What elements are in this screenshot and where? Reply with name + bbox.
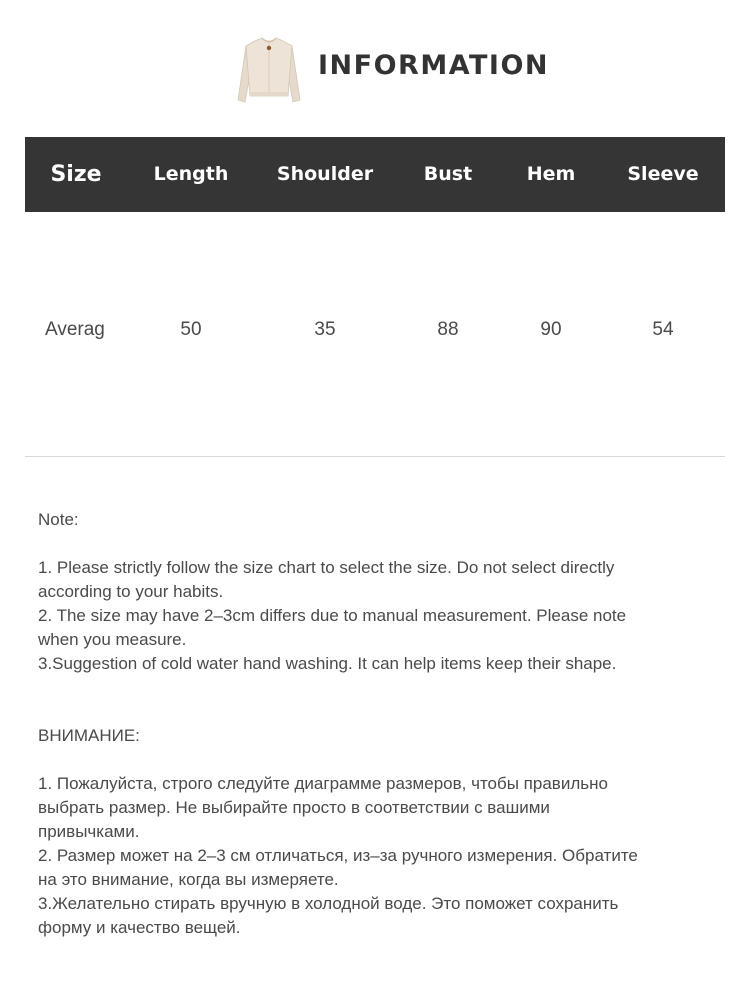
notes-ru-line: выбрать размер. Не выбирайте просто в соответствии с вашими <box>38 798 550 817</box>
column-header-sleeve: Sleeve <box>627 163 699 185</box>
column-header-bust: Bust <box>423 163 473 185</box>
table-row <box>25 310 725 350</box>
column-header-shoulder: Shoulder <box>276 163 374 185</box>
notes-ru-line: на это внимание, когда вы измеряете. <box>38 870 339 889</box>
notes-en-line: 3.Suggestion of cold water hand washing. It can help items keep their shape. <box>38 654 617 673</box>
notes-ru-line: 3.Желательно стирать вручную в холодной воде. Это поможет сохранить <box>38 894 619 913</box>
cell-sleeve: 54 <box>652 319 674 340</box>
cell-bust: 88 <box>437 319 459 340</box>
notes-en-line: 1. Please strictly follow the size chart to select the size. Do not select directly <box>38 558 615 577</box>
notes-ru-line: 1. Пожалуйста, строго следуйте диаграмме размеров, чтобы правильно <box>38 774 608 793</box>
size-table-header <box>25 137 725 212</box>
notes-ru-line: привычками. <box>38 822 140 841</box>
notes-en-heading: Note: <box>38 510 79 529</box>
column-header-length: Length <box>153 163 229 185</box>
page-title: INFORMATION <box>318 50 550 81</box>
cell-length: 50 <box>180 319 202 340</box>
notes-en-line: 2. The size may have 2–3cm differs due to manual measurement. Please note <box>38 606 627 625</box>
column-header-hem: Hem <box>526 163 576 185</box>
header <box>0 28 750 108</box>
cardigan-icon <box>236 32 302 104</box>
cell-size: Averag <box>45 319 105 340</box>
cell-hem: 90 <box>540 319 562 340</box>
divider <box>25 456 725 457</box>
cell-shoulder: 35 <box>314 319 336 340</box>
column-header-size: Size <box>50 162 102 187</box>
notes-ru-heading: ВНИМАНИЕ: <box>38 726 140 745</box>
notes-en-line: according to your habits. <box>38 582 224 601</box>
notes-en-line: when you measure. <box>38 630 187 649</box>
notes-section <box>38 508 718 940</box>
notes-ru-line: форму и качество вещей. <box>38 918 241 937</box>
notes-ru-line: 2. Размер может на 2–3 см отличаться, из–за ручного измерения. Обратите <box>38 846 638 865</box>
